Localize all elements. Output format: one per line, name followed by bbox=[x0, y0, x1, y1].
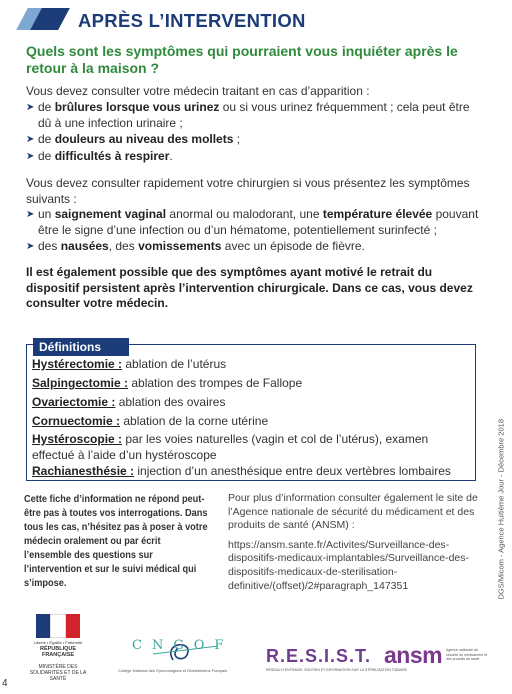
logos-footer bbox=[0, 600, 512, 694]
section1-intro: Vous devez consulter votre médecin traitant en cas d’apparition : bbox=[26, 84, 370, 98]
arrow-bullet-icon: ➤ bbox=[26, 102, 35, 113]
list-item: ➤ de difficultés à respirer. bbox=[26, 149, 173, 163]
definitions-title: Définitions bbox=[33, 338, 129, 356]
definition-item: Salpingectomie : ablation des trompes de Fallope bbox=[32, 376, 303, 390]
cngof-logo: CNGOF Collège National des Gynécologues et Obstétriciens Français bbox=[118, 638, 238, 672]
republique-francaise-logo: Liberté • Égalité • Fraternité RÉPUBLIQUE FRANÇAISE MINISTÈRE DES SOLIDARITÉS ET DE LA SANTÉ bbox=[28, 614, 88, 680]
side-credit: DGS/Micom - Agence Huitième Jour - Décembre 2018 bbox=[496, 419, 506, 600]
consult-info: Pour plus d’information consulter également le site de l’Agence nationale de sécurité du médicament et des produits de santé (ANSM) : https://ansm.sante.fr/Activites/Surveillance-des-dispositifs-medicaux-implantables/Surveillance-des-dispositifs-medicaux-de-sterilisation-definitive/(offset)/2#paragraph_147351 bbox=[228, 492, 488, 593]
information-note: Cette fiche d’information ne répond peut-être pas à toutes vos interrogations. Dans tous les cas, n’hésitez pas à poser à votre médecin oralement ou par écrit l’ensemble des questions sur l’intervention et sur le suivi médical qui s’impose. bbox=[24, 494, 208, 589]
arrow-bullet-icon: ➤ bbox=[26, 209, 35, 220]
definition-item: Ovariectomie : ablation des ovaires bbox=[32, 395, 226, 409]
list-item: ➤ des nausées, des vomissements avec un épisode de fièvre. bbox=[26, 239, 365, 253]
definition-item: Hystérectomie : ablation de l’utérus bbox=[32, 357, 227, 371]
arrow-bullet-icon: ➤ bbox=[26, 134, 35, 145]
arrow-bullet-icon: ➤ bbox=[26, 241, 35, 252]
definition-item: Rachianesthésie : injection d’un anesthésique entre deux vertèbres lombaires bbox=[32, 464, 451, 478]
page-number: 4 bbox=[2, 678, 8, 689]
section-title: APRÈS L’INTERVENTION bbox=[78, 10, 306, 31]
list-item: ➤ de brûlures lorsque vous urinez ou si vous urinez fréquemment ; cela peut être dû à une infection urinaire ; bbox=[26, 100, 470, 130]
list-item: ➤ un saignement vaginal anormal ou malodorant, une température élevée pouvant être le signe d’une infection ou d’un hématome, potentiellement surinfecté ; bbox=[26, 207, 479, 237]
resist-logo: R.E.S.I.S.T. RÉSEAU D’ENTRAIDE, SOUTIEN ET INFORMATION SUR LA STÉRILISATION TUBAIRE bbox=[266, 646, 407, 672]
section-header bbox=[22, 6, 492, 36]
french-flag-icon bbox=[36, 614, 80, 638]
section2-intro: Vous devez consulter rapidement votre chirurgien si vous présentez les symptômes suivants : bbox=[26, 176, 470, 206]
list-item: ➤ de douleurs au niveau des mollets ; bbox=[26, 132, 241, 146]
arrow-bullet-icon: ➤ bbox=[26, 151, 35, 162]
question-heading: Quels sont les symptômes qui pourraient vous inquiéter après le retour à la maison ? bbox=[26, 43, 458, 76]
ansm-logo: ansm Agence nationale de sécurité du médicament et des produits de santé bbox=[384, 642, 488, 668]
definitions-box bbox=[26, 340, 476, 481]
warning-paragraph: Il est également possible que des symptômes ayant motivé le retrait du dispositif persistent après l’intervention chirurgicale. Dans ce cas, vous devez consulter votre médecin. bbox=[26, 265, 473, 311]
definition-item: Cornuectomie : ablation de la corne utérine bbox=[32, 414, 269, 428]
definition-item: Hystéroscopie : par les voies naturelles (vagin et col de l’utérus), examen effectué à l’aide d’un hystéroscope bbox=[32, 432, 429, 462]
ansm-url[interactable]: https://ansm.sante.fr/Activites/Surveillance-des-dispositifs-medicaux-implantables/Surveillance-des-dispositifs-medicaux-de-sterilisation-definitive/(offset)/2#paragraph_147351 bbox=[228, 538, 470, 592]
